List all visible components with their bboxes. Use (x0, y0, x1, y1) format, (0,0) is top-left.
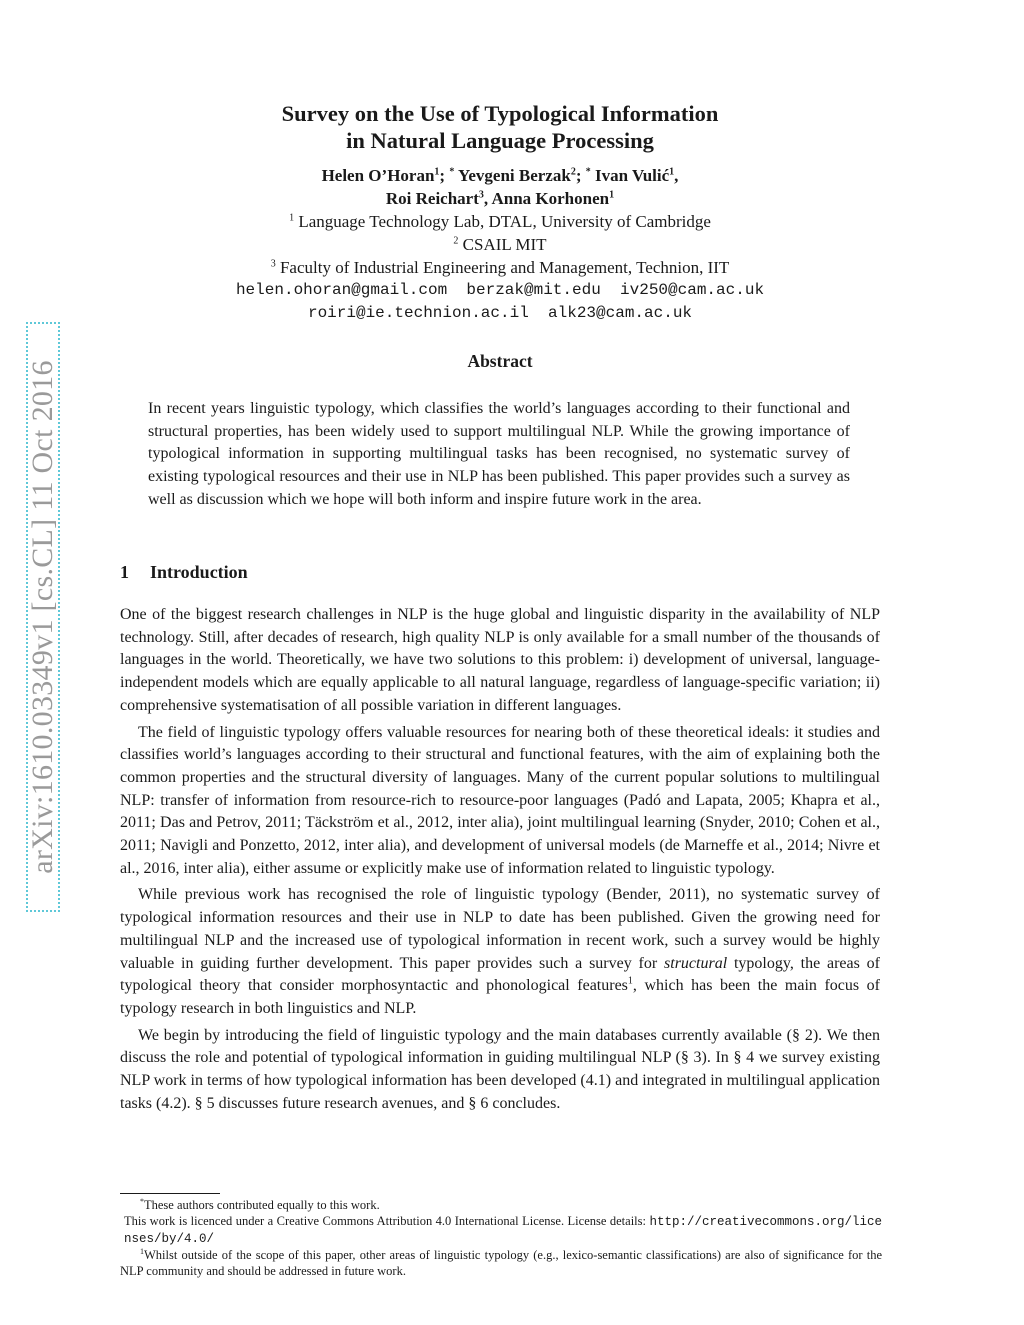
affiliation (120, 210, 880, 233)
author-affiliation-mark: 1 (609, 189, 615, 201)
abstract-heading: Abstract (467, 351, 533, 371)
affiliation-text: Faculty of Industrial Engineering and Management, Technion, IIT (279, 258, 730, 277)
section-number: 1 (120, 562, 129, 582)
author-name: Helen O’Horan (321, 166, 435, 185)
author-list (120, 164, 880, 210)
affiliation-text: CSAIL MIT (462, 235, 547, 254)
paper-title (120, 100, 880, 154)
affiliation (120, 256, 880, 279)
footnotes (120, 1197, 882, 1279)
author-separator: , (674, 166, 679, 185)
title-line-2: in Natural Language Processing (346, 128, 654, 153)
arxiv-sidebar-stamp (26, 322, 60, 912)
author-affiliation-mark: 2 (570, 166, 576, 178)
footnote-equal-contribution: *These authors contributed equally to this work. (140, 1196, 380, 1212)
affiliation-number: 2 (453, 235, 459, 247)
author-name: Roi Reichart (385, 189, 479, 208)
author-separator: ; (439, 166, 450, 185)
author-name: Ivan Vulić (594, 166, 670, 185)
affiliation-text: Language Technology Lab, DTAL, University of Cambridge (298, 212, 711, 231)
equal-contribution-mark: * (449, 166, 455, 178)
author-emails-line-2: roiri@ie.technion.ac.il alk23@cam.ac.uk (307, 304, 693, 322)
paragraph: One of the biggest research challenges in NLP is the huge global and linguistic disparity in the availability of NLP technology. Still, after decades of research, high quality NLP is only available for a small number of the thousands of languages in the world. Theoretically, we have two solutions to this problem: i) development of universal, language-independent models which are equally applicable to all natural language, regardless of language-specific variation; ii) comprehensive systematisation of all possible variation in different languages. (120, 606, 880, 714)
author-affiliation-mark: 1 (669, 166, 675, 178)
title-line-1: Survey on the Use of Typological Information (281, 101, 719, 126)
affiliation-number: 1 (289, 212, 295, 224)
paragraph: We begin by introducing the field of linguistic typology and the main databases currently available (§ 2). We then discuss the role and potential of typological information in guiding multilingual NLP (§ 3). In § 4 we survey existing NLP work in terms of how typological information has been developed (4.1) and integrated in multilingual application tasks (4.2). § 5 discusses future research avenues, and § 6 concludes. (120, 1026, 880, 1112)
license-url-link[interactable]: http://creativecommons.org/licenses/by/4.0/ (124, 1215, 882, 1246)
paragraph: While previous work has recognised the role of linguistic typology (Bender, 2011), no systematic survey of typological information resources and their use in NLP to date has been published. Given the growing need for multilingual NLP and the increased use of typological information in recent work, such a survey would be highly valuable in guiding further development. This paper provides such a survey for structural typology, the areas of typological theory that consider morphosyntactic and phonological features$^1$, which has been the main focus of typology research in both linguistics and NLP. (120, 886, 881, 1017)
author-separator: ; (575, 166, 586, 185)
abstract-text: In recent years linguistic typology, which classifies the world’s languages according to their functional and structural properties, has been widely used to support multilingual NLP. While the growing importance of typological information in supporting multilingual tasks has been recognised, no systematic survey of existing typological resources and their use in NLP has been published. This paper provides such a survey as well as discussion which we hope will both inform and inspire future work in the area. (148, 400, 850, 508)
author-affiliation-mark: 3 (478, 189, 484, 201)
section-heading-introduction (120, 562, 248, 583)
author-line-1 (120, 164, 880, 187)
introduction-body (120, 604, 880, 1119)
equal-contribution-mark: * (585, 166, 591, 178)
paragraph: The field of linguistic typology offers valuable resources for nearing both of these theoretical ideals: it studies and classifies world’s languages according to their structural and functional features, with the aim of explaining both the common properties and the structural diversity of languages. Many of the current popular solutions to multilingual NLP: transfer of information from resource-rich to resource-poor languages (Padó and Lapata, 2005; Khapra et al., 2011; Das and Petrov, 2011; Täckström et al., 2012, inter alia), joint multilingual learning (Snyder, 2010; Cohen et al., 2011; Navigli and Ponzetto, 2012, inter alia), and development of universal models (de Marneffe et al., 2014; Nivre et al., 2016, inter alia), either assume or explicitly make use of information related to linguistic typology. (120, 723, 880, 877)
author-name: Yevgeni Berzak (457, 166, 571, 185)
author-separator: , (483, 189, 492, 208)
affiliation (120, 233, 880, 256)
footnote-divider (120, 1193, 220, 1194)
author-affiliation-mark: 1 (434, 166, 440, 178)
author-emails-line-1: helen.ohoran@gmail.com berzak@mit.edu iv250@cam.ac.uk (235, 281, 765, 299)
affiliation-number: 3 (270, 258, 276, 270)
footnote-ref-1[interactable]: 1 (627, 975, 633, 987)
section-title: Introduction (150, 562, 248, 582)
paper-header (120, 100, 880, 372)
author-line-2 (120, 187, 880, 210)
footnote-1: $^1$Whilst outside of the scope of this paper, other areas of linguistic typology (e.g., lexico-semantic classifications) are also of significance for the NLP community and should be addressed in future work. (120, 1246, 882, 1278)
arxiv-identifier: arXiv:1610.03349v1 [cs.CL] 11 Oct 2016 (26, 360, 59, 874)
emphasis-structural: structural (664, 954, 728, 972)
author-name: Anna Korhonen (491, 189, 610, 208)
footnote-license: This work is licenced under a Creative Commons Attribution 4.0 International License. License details: http://creativecommons.org/licenses/by/4.0/ (124, 1214, 882, 1246)
